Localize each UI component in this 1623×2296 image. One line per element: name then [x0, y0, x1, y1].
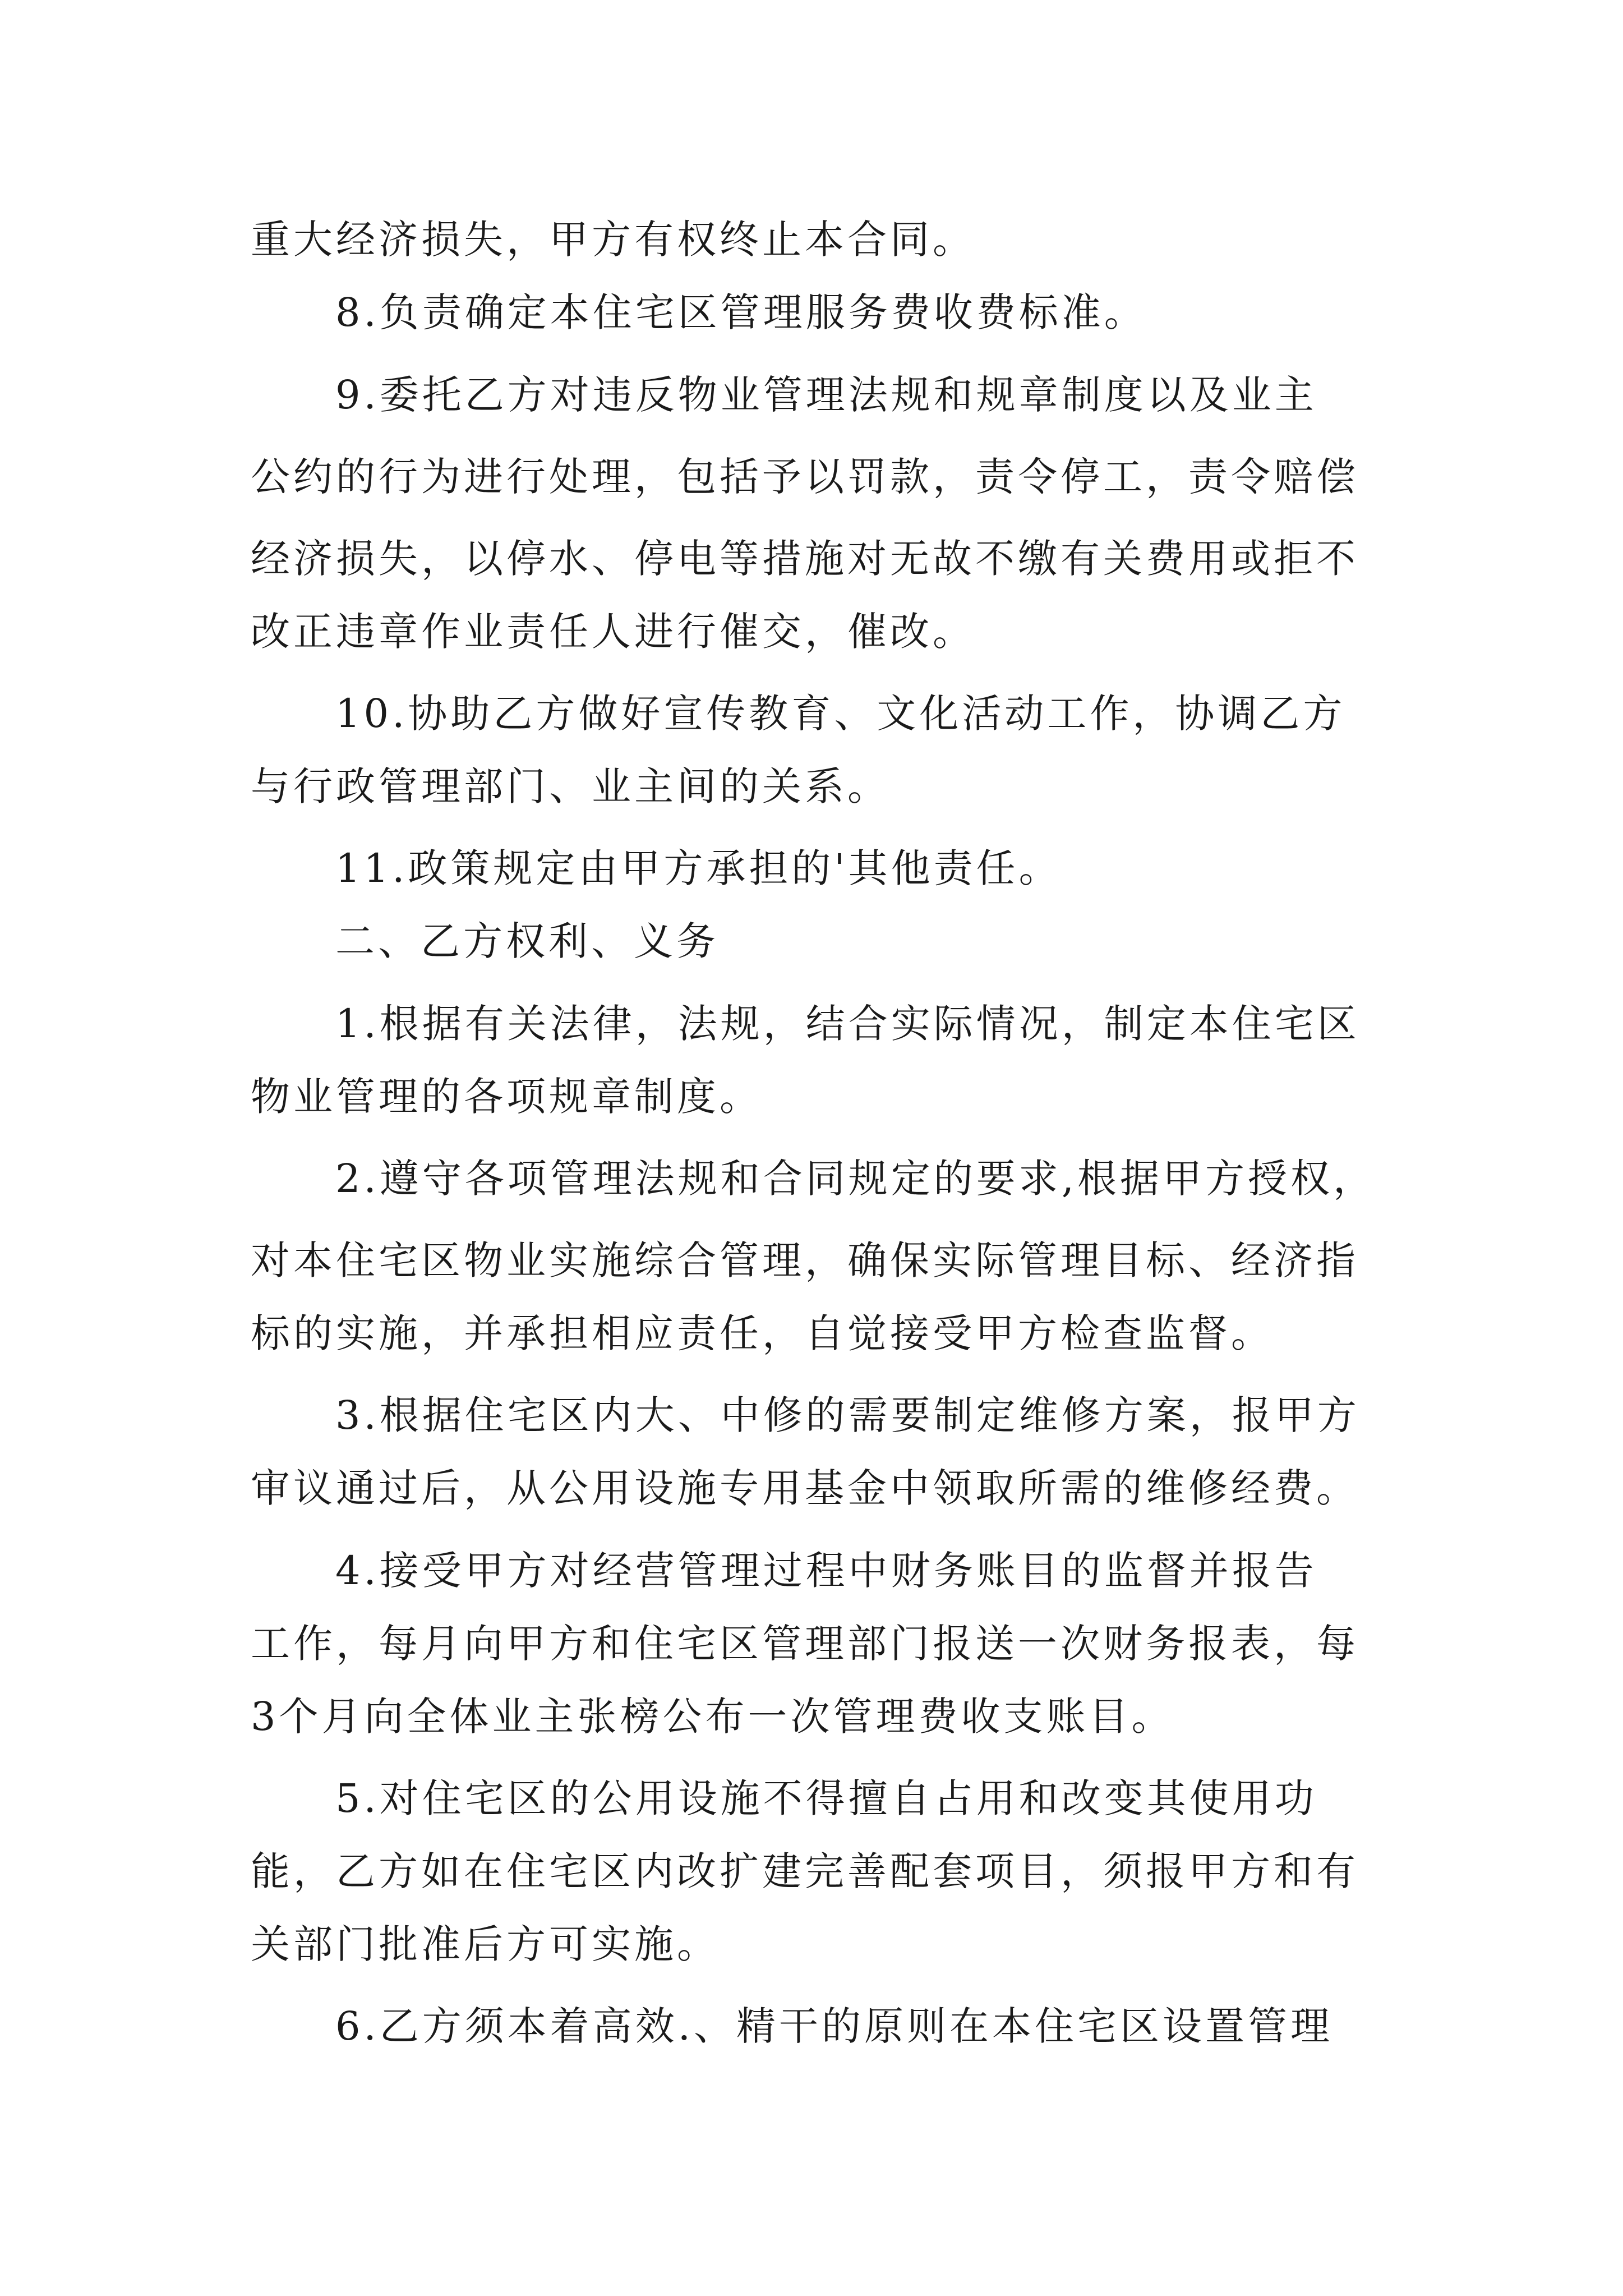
text-line: 8.负责确定本住宅区管理服务费收费标准。 — [335, 289, 1147, 335]
text-line: 审议通过后，从公用设施专用基金中领取所需的维修经费。 — [251, 1465, 1359, 1511]
text-line: 与行政管理部门、业主间的关系。 — [251, 763, 890, 809]
text-line: 3.根据住宅区内大、中修的需要制定维修方案，报甲方 — [335, 1392, 1360, 1438]
text-line: 4.接受甲方对经营管理过程中财务账目的监督并报告 — [335, 1548, 1317, 1594]
text-line: 9.委托乙方对违反物业管理法规和规章制度以及业主 — [335, 372, 1317, 418]
text-line: 3个月向全体业主张榜公布一次管理费收支账目。 — [251, 1694, 1174, 1740]
text-line: 重大经济损失，甲方有权终止本合同。 — [251, 217, 975, 263]
text-line: 物业管理的各项规章制度。 — [251, 1074, 762, 1120]
section-heading: 二、乙方权利、义务 — [335, 918, 719, 964]
text-line: 2.遵守各项管理法规和合同规定的要求,根据甲方授权， — [335, 1156, 1376, 1202]
text-line: 10.协助乙方做好宣传教育、文化活动工作，协调乙方 — [335, 691, 1346, 737]
text-line: 经济损失，以停水、停电等措施对无故不缴有关费用或拒不 — [251, 536, 1359, 582]
text-line: 对本住宅区物业实施综合管理，确保实际管理目标、经济指 — [251, 1237, 1359, 1283]
text-line: 能，乙方如在住宅区内改扩建完善配套项目，须报甲方和有 — [251, 1848, 1359, 1894]
text-line: 改正违章作业责任人进行催交，催改。 — [251, 609, 975, 655]
text-line: 关部门批准后方可实施。 — [251, 1921, 720, 1967]
text-line: 1.根据有关法律，法规，结合实际情况，制定本住宅区 — [335, 1001, 1360, 1047]
text-line: 工作，每月向甲方和住宅区管理部门报送一次财务报表，每 — [251, 1621, 1359, 1667]
text-line: 6.乙方须本着高效.、精干的原则在本住宅区设置管理 — [335, 2003, 1334, 2049]
text-line: 标的实施，并承担相应责任，自觉接受甲方检查监督。 — [251, 1310, 1274, 1356]
text-line: 公约的行为进行处理，包括予以罚款，责令停工，责令赔偿 — [251, 454, 1359, 500]
text-line: 11.政策规定由甲方承担的'其他责任。 — [335, 845, 1062, 891]
text-line: 5.对住宅区的公用设施不得擅自占用和改变其使用功 — [335, 1775, 1317, 1821]
